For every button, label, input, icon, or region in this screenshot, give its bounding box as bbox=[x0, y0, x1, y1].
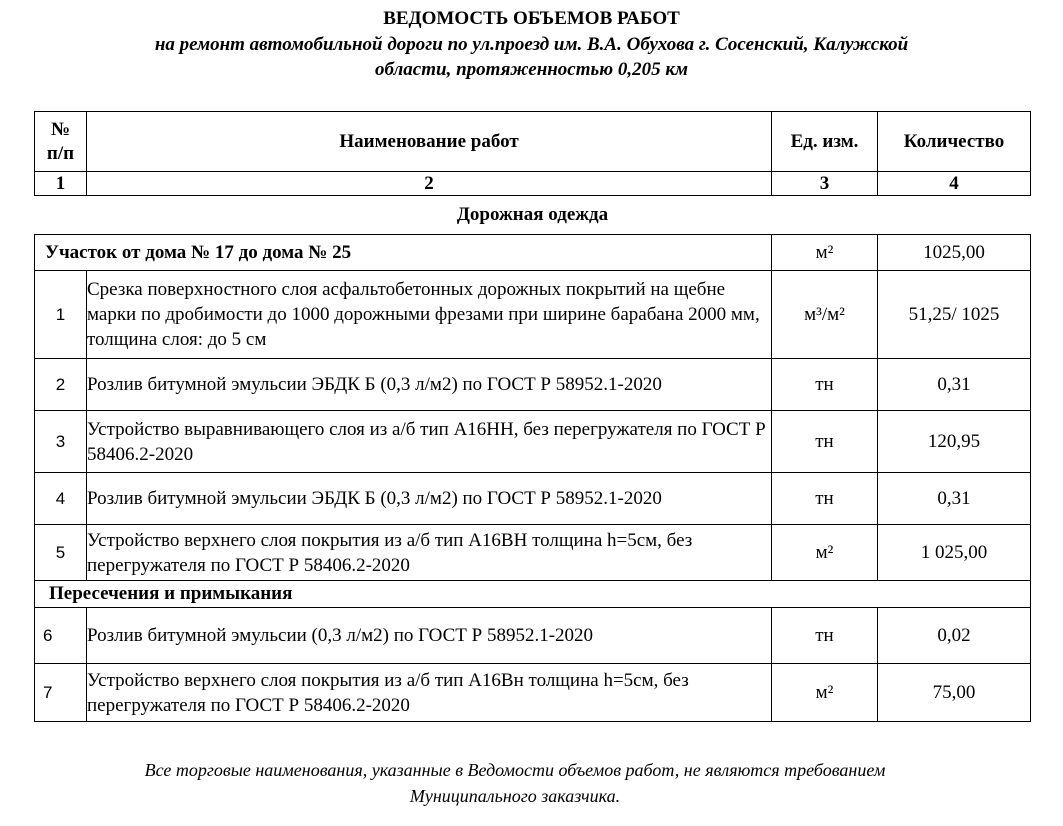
header-number-line2: п/п bbox=[46, 142, 75, 164]
table-row bbox=[35, 473, 1031, 525]
row-qty: 0,31 bbox=[878, 473, 1031, 525]
plot-qty: 1025,00 bbox=[878, 235, 1031, 271]
row-name: Розлив битумной эмульсии (0,3 л/м2) по ГОСТ Р 58952.1-2020 bbox=[87, 608, 772, 664]
table-row bbox=[35, 664, 1031, 722]
row-unit: тн bbox=[772, 608, 878, 664]
column-number: 1 bbox=[35, 172, 87, 196]
footnote bbox=[0, 757, 1030, 809]
footnote-line2: Муниципального заказчика. bbox=[409, 786, 621, 806]
header-unit: Ед. изм. bbox=[772, 112, 878, 172]
subsection-title: Пересечения и примыкания bbox=[35, 581, 1031, 608]
section-title: Дорожная одежда bbox=[35, 196, 1031, 235]
row-qty: 0,31 bbox=[878, 359, 1031, 411]
title-main: ВЕДОМОСТЬ ОБЪЕМОВ РАБОТ bbox=[383, 8, 680, 29]
header-number-line1: № bbox=[50, 118, 71, 140]
column-number: 3 bbox=[772, 172, 878, 196]
row-unit: тн bbox=[772, 359, 878, 411]
row-qty: 0,02 bbox=[878, 608, 1031, 664]
header-qty: Количество bbox=[878, 112, 1031, 172]
works-volume-table bbox=[34, 111, 1031, 722]
table-row bbox=[35, 608, 1031, 664]
row-number: 3 bbox=[35, 411, 87, 473]
plot-unit: м² bbox=[772, 235, 878, 271]
row-unit: тн bbox=[772, 411, 878, 473]
row-number: 6 bbox=[35, 608, 87, 664]
table-row bbox=[35, 411, 1031, 473]
plot-name: Участок от дома № 17 до дома № 25 bbox=[35, 235, 772, 271]
row-qty: 120,95 bbox=[878, 411, 1031, 473]
row-unit: м³/м² bbox=[772, 271, 878, 359]
row-number: 1 bbox=[35, 271, 87, 359]
header-name: Наименование работ bbox=[87, 112, 772, 172]
row-name: Устройство выравнивающего слоя из а/б тип А16НН, без перегружателя по ГОСТ Р 58406.2-2020 bbox=[87, 411, 772, 473]
row-name: Устройство верхнего слоя покрытия из а/б тип А16ВН толщина h=5см, без перегружателя по ГОСТ Р 58406.2-2020 bbox=[87, 525, 772, 581]
row-qty: 75,00 bbox=[878, 664, 1031, 722]
table-row bbox=[35, 359, 1031, 411]
column-number-row bbox=[35, 172, 1031, 196]
row-name: Устройство верхнего слоя покрытия из а/б тип А16Вн толщина h=5см, без перегружателя по ГОСТ Р 58406.2-2020 bbox=[87, 664, 772, 722]
header-number bbox=[35, 112, 87, 172]
row-name: Розлив битумной эмульсии ЭБДК Б (0,3 л/м2) по ГОСТ Р 58952.1-2020 bbox=[87, 473, 772, 525]
title-subtitle-line2: области, протяженностью 0,205 км bbox=[375, 59, 688, 80]
section-row bbox=[35, 196, 1031, 235]
row-number: 4 bbox=[35, 473, 87, 525]
row-name: Розлив битумной эмульсии ЭБДК Б (0,3 л/м2) по ГОСТ Р 58952.1-2020 bbox=[87, 359, 772, 411]
footnote-line1: Все торговые наименования, указанные в Ведомости объемов работ, не являются требованием bbox=[144, 760, 886, 780]
plot-row bbox=[35, 235, 1031, 271]
table-row bbox=[35, 525, 1031, 581]
subsection-row bbox=[35, 581, 1031, 608]
title-subtitle-line1: на ремонт автомобильной дороги по ул.проезд им. В.А. Обухова г. Сосенский, Калужской bbox=[154, 34, 909, 55]
table-header-row bbox=[35, 112, 1031, 172]
row-unit: тн bbox=[772, 473, 878, 525]
row-qty: 1 025,00 bbox=[878, 525, 1031, 581]
row-number: 5 bbox=[35, 525, 87, 581]
row-unit: м² bbox=[772, 525, 878, 581]
row-name: Срезка поверхностного слоя асфальтобетонных дорожных покрытий на щебне марки по дробимости до 1000 дорожными фрезами при ширине барабана 2000 мм, толщина слоя: до 5 см bbox=[87, 271, 772, 359]
table-row bbox=[35, 271, 1031, 359]
column-number: 2 bbox=[87, 172, 772, 196]
column-number: 4 bbox=[878, 172, 1031, 196]
row-unit: м² bbox=[772, 664, 878, 722]
row-number: 7 bbox=[35, 664, 87, 722]
row-qty: 51,25/ 1025 bbox=[878, 271, 1031, 359]
row-number: 2 bbox=[35, 359, 87, 411]
document-title bbox=[0, 6, 1063, 82]
